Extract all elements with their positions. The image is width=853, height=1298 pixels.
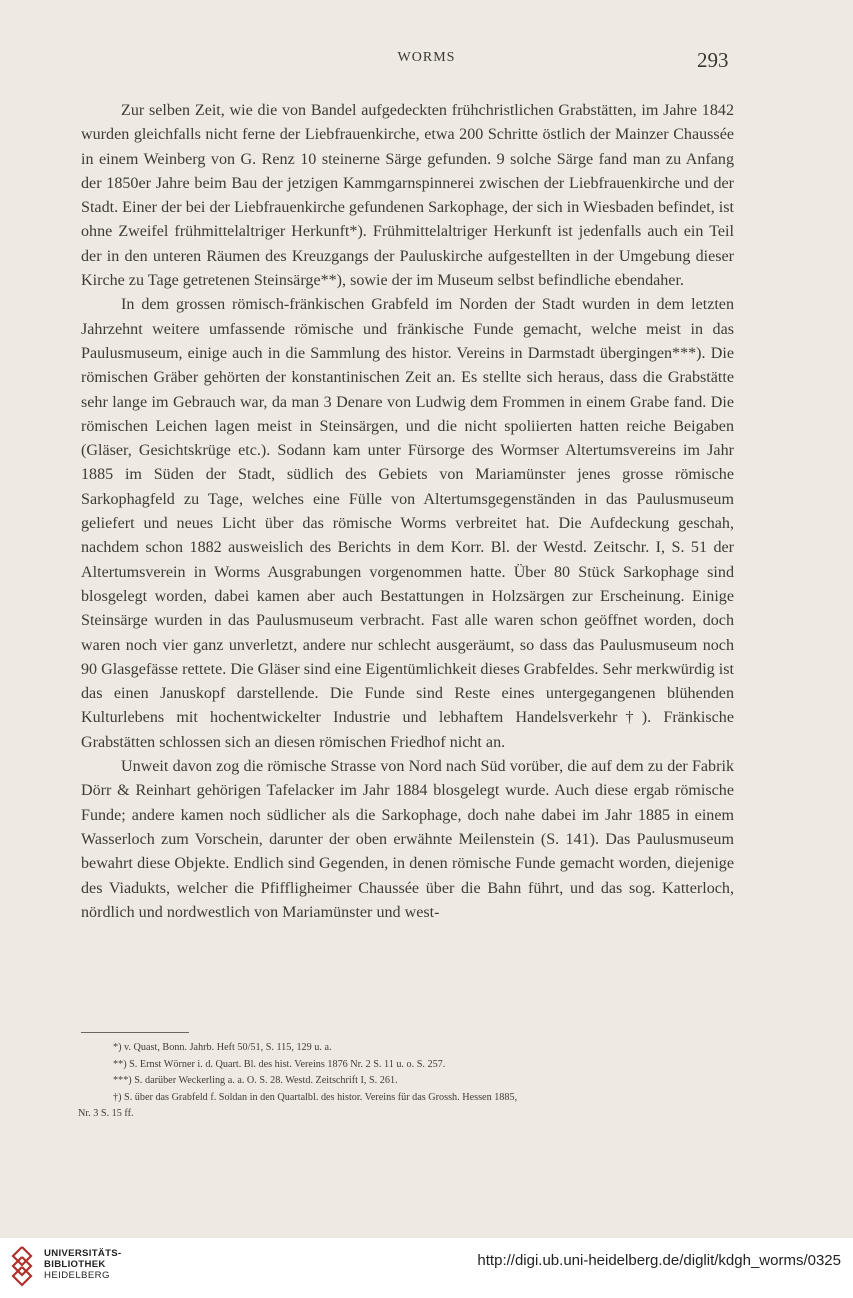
footnote: †) S. über das Grabfeld f. Soldan in den Quartalbl. des histor. Vereins für das Grossh. Hessen 1885, [113,1091,518,1103]
digitization-footer [0,1238,853,1298]
body-text [81,99,734,925]
footnote-divider [81,1032,189,1033]
footnote: **) S. Ernst Wörner i. d. Quart. Bl. des hist. Vereins 1876 Nr. 2 S. 11 u. o. S. 257. [113,1058,446,1070]
footnote: ***) S. darüber Weckerling a. a. O. S. 28. Westd. Zeitschrift I, S. 261. [113,1075,398,1086]
university-library-logo-icon [9,1244,35,1290]
paragraph: In dem grossen römisch-fränkischen Grabfeld im Norden der Stadt wurden in dem letzten Jahrzehnt weitere umfassende römische und fränkische Funde gemacht, welche meist in das Paulusmuseum, einige auch in die Sammlung des histor. Vereins in Darmstadt übergingen***). Die römischen Gräber gehörten der konstantinischen Zeit an. Es stellte sich heraus, dass die Grabstätte sehr lange im Gebrauch war, da man 3 Denare von Ludwig dem Frommen in einem Grabe fand. Die römischen Leichen lagen meist in Steinsärgen, und die nicht spoliierten hatten reiche Beigaben (Gläser, Gesichtskrüge etc.). Sodann kam unter Fürsorge des Wormser Altertumsvereins im Jahr 1885 im Süden der Stadt, südlich des Gebiets von Mariamünster jenes grosse römische Sarkophagfeld zu Tage, welches eine Fülle von Altertumsgegenständen in das Paulusmuseum geliefert und neues Licht über das römische Worms verbreitet hat. Die Aufdeckung geschah, nachdem schon 1882 ausweislich des Berichts in dem Korr. Bl. der Westd. Zeitschr. I, S. 51 der Altertumsverein in Worms Ausgrabungen vorgenommen hatte. Über 80 Stück Sarkophage sind blosgelegt worden, dabei kamen aber auch Bestattungen in Holzsärgen zur Erscheinung. Einige Steinsärge wurden in das Paulusmuseum verbracht. Fast alle waren schon geöffnet worden, doch waren noch vier ganz unverletzt, andere nur schlecht ausgeräumt, so dass das Paulusmuseum noch 90 Glasgefässe rettete. Die Gläser sind eine Eigentümlichkeit dieses Grabfeldes. Sehr merkwürdig ist das einen Januskopf darstellende. Die Funde sind Reste eines untergegangenen blühenden Kulturlebens mit hochentwickelter Industrie und lebhaftem Handelsverkehr†). Fränkische Grabstätten schlossen sich an diesen römischen Friedhof nicht an. [81,296,734,751]
page-number: 293 [697,48,729,72]
library-name-line: UNIVERSITÄTS- [44,1248,122,1259]
page-url-link[interactable]: http://digi.ub.uni-heidelberg.de/diglit/kdgh_worms/0325 [477,1252,841,1269]
library-name [44,1248,121,1281]
footnote: *) v. Quast, Bonn. Jahrb. Heft 50/51, S. 115, 129 u. a. [113,1042,332,1053]
library-name-line: HEIDELBERG [44,1270,110,1281]
library-name-line: BIBLIOTHEK [44,1259,106,1270]
paragraph: Unweit davon zog die römische Strasse von Nord nach Süd vorüber, die auf dem zu der Fabrik Dörr & Reinhart gehörigen Tafelacker im Jahr 1884 blosgelegt wurde. Auch diese ergab römische Funde; andere kamen noch südlicher als die Sarkophage, doch nahe dabei im Jahr 1885 in einem Wasserloch zum Vorschein, darunter der oben erwähnte Meilenstein (S. 141). Das Paulusmuseum bewahrt diese Objekte. Endlich sind Gegenden, in denen römische Funde gemacht worden, diejenige des Viadukts, welcher die Pfiffligheimer Chaussée über die Bahn führt, und das sog. Katterloch, nördlich und nordwestlich von Mariamünster und west- [81,758,734,921]
running-title: WORMS [397,50,456,65]
footnote-continuation: Nr. 3 S. 15 ff. [78,1108,134,1119]
paragraph: Zur selben Zeit, wie die von Bandel aufgedeckten frühchristlichen Grabstätten, im Jahre 1842 wurden gleichfalls nicht ferne der Liebfrauenkirche, etwa 200 Schritte östlich der Mainzer Chaussée in einem Weinberg von G. Renz 10 steinerne Särge gefunden. 9 solche Särge fand man zu Anfang der 1850er Jahre beim Bau der jetzigen Kammgarnspinnerei zwischen der Liebfrauenkirche und der Stadt. Einer der bei der Liebfrauenkirche gefundenen Sarkophage, der sich in Wiesbaden befindet, ist ohne Zweifel frühmittelaltriger Herkunft*). Frühmittelaltriger Herkunft ist jedenfalls auch ein Teil der in den unteren Räumen des Kreuzgangs der Pauluskirche aufgestellten in der Umgebung dieser Kirche zu Tage getretenen Steinsärge**), sowie der im Museum selbst befindliche ebendaher. [81,102,734,290]
footnotes [78,1040,734,1123]
